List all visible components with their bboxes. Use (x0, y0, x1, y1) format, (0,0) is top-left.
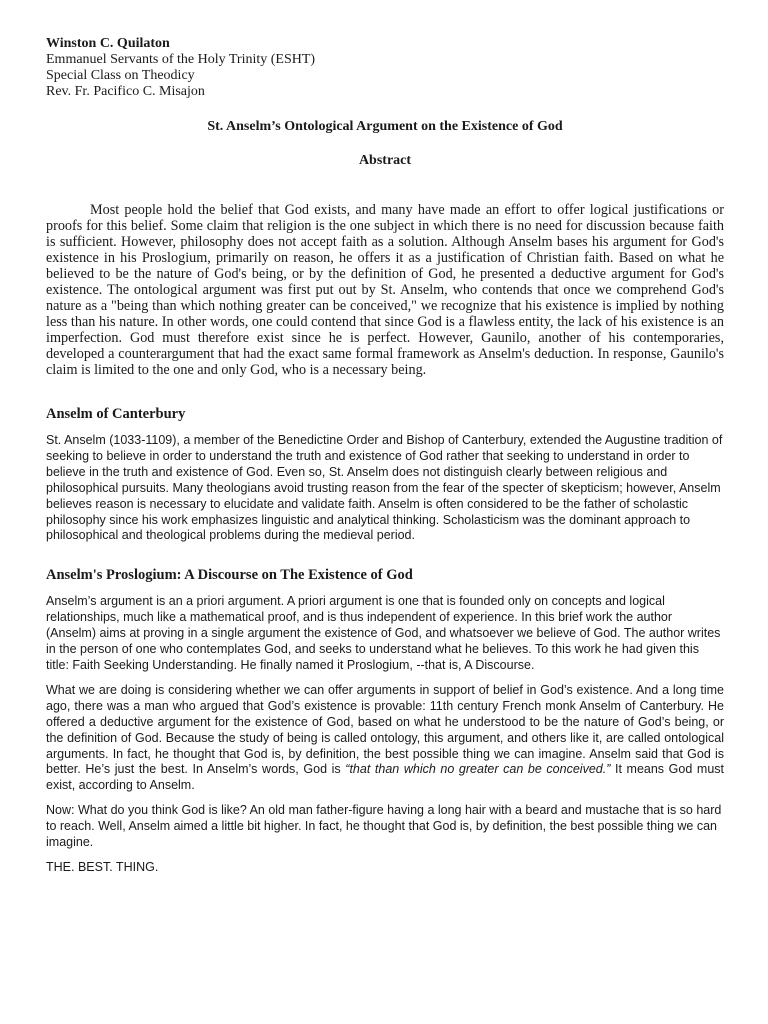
document-page (46, 36, 724, 876)
document-title: St. Anselm’s Ontological Argument on the Existence of God (207, 119, 563, 134)
closing-line: THE. BEST. THING. (46, 859, 159, 874)
document-header (46, 36, 724, 100)
instructor-name: Rev. Fr. Pacifico C. Misajon (46, 84, 205, 99)
author-name: Winston C. Quilaton (46, 36, 170, 51)
section-heading-proslogium: Anselm's Proslogium: A Discourse on The Existence of God (46, 567, 413, 584)
paragraph-text: It means God must exist, according to Anselm. (46, 762, 724, 793)
section-paragraph: St. Anselm (1033-1109), a member of the Benedictine Order and Bishop of Canterbury, extended the Augustine tradition of seeking to believe in order to understand the truth and existence of God rather that seeking to understand in order to believe in the truth and existence of God. Even so, St. Anselm does not distinguish clearly between religious and philosophical pursuits. Many theologians avoid trusting reason from the fear of the specter of skepticism; however, Anselm believes reason is necessary to elucidate and validate faith. Anselm is often considered to be the father of scholastic philosophy since his work emphasizes linguistic and analytical thinking. Scholasticism was the dominant approach to philosophical and theological problems during the medieval period. (46, 433, 723, 543)
anselm-quote: “that than which no greater can be conceived.” (345, 762, 611, 777)
section-heading-anselm-of-canterbury: Anselm of Canterbury (46, 406, 186, 422)
abstract-text: Most people hold the belief that God exists, and many have made an effort to offer logical justifications or proofs for this belief. Some claim that religion is the one subject in which there is no need for discussion because faith is sufficient. However, philosophy does not accept faith as a solution. Although Anselm bases his argument for God's existence in his Proslogium, primarily on reason, he offers it as a justification of Christian faith. Based on what he believed to be the nature of God's being, or by the definition of God, he presented a deductive argument for God's existence. The ontological argument was first put out by St. Anselm, who contends that once we comprehend God's nature as a "being than which nothing greater can be conceived," we recognize that his existence is implied by nothing less than his nature. In other words, one could contend that since God is a flawless entity, the lack of his existence is an imperfection. God must therefore exist since he is perfect. However, Gaunilo, another of his contemporaries, developed a counterargument that had the exact same formal framework as Anselm's deduction. In response, Gaunilo's claim is limited to the one and only God, who is a necessary being. (46, 202, 724, 378)
paragraph-text: What we are doing is considering whether we can offer arguments in support of belief in God’s existence. And a long time ago, there was a man who argued that God’s existence is provable: 11th century French monk Anselm of Canterbury. He offered a deductive argument for the existence of God, based on what he understood to be the nature of God’s being, or the definition of God. Because the study of being is called ontology, this argument, and others like it, are called ontological arguments. In fact, he thought that God is, by definition, the best possible thing we can imagine. Anselm said that God is better. He’s just the best. In Anselm’s words, God is (46, 682, 724, 777)
section-paragraph: Anselm’s argument is an a priori argument. A priori argument is one that is founded only on concepts and logical relationships, much like a mathematical proof, and is thus independent of experience. In this brief work the author (Anselm) aims at proving in a single argument the existence of God, and whatsoever we believe of God. The author writes in the person of one who contemplates God, and seeks to understand what he believes. To this work he had given this title: Faith Seeking Understanding. He finally named it Proslogium, --that is, A Discourse. (46, 594, 721, 672)
organization-name: Emmanuel Servants of the Holy Trinity (ESHT) (46, 52, 316, 67)
section-paragraph (46, 683, 724, 794)
abstract-heading: Abstract (358, 153, 412, 168)
class-name: Special Class on Theodicy (46, 68, 195, 83)
section-paragraph: Now: What do you think God is like? An old man father-figure having a long hair with a beard and mustache that is so hard to reach. Well, Anselm aimed a little bit higher. In fact, he thought that God is, by definition, the best possible thing we can imagine. (46, 803, 722, 850)
